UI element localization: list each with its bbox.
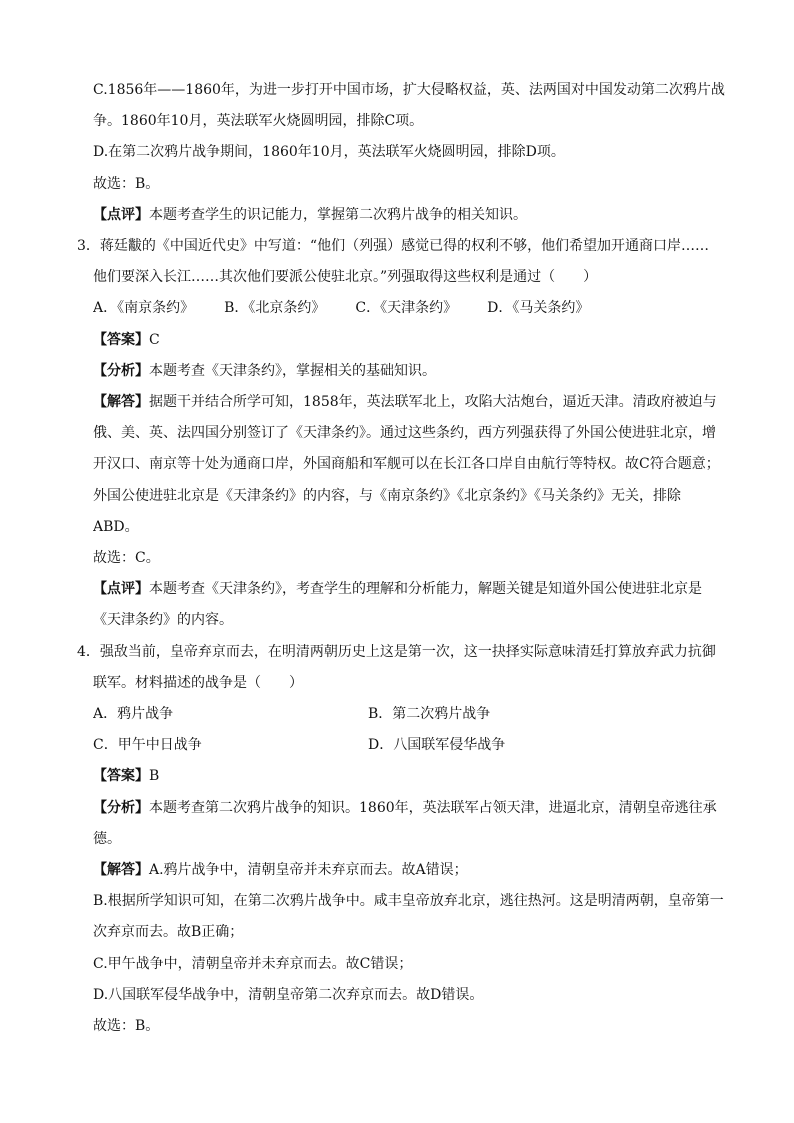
comment-line: 《天津条约》的内容。 xyxy=(93,612,233,629)
solution-line: ABD。 xyxy=(93,518,139,535)
answer-line xyxy=(93,325,734,356)
analysis-tag: 【分析】 xyxy=(93,799,149,816)
solution-line xyxy=(93,855,734,886)
solution-tag: 【解答】 xyxy=(93,862,149,879)
text-line: 争。1860年10月，英法联军火烧圆明园，排除C项。 xyxy=(93,113,424,130)
comment-tag: 【点评】 xyxy=(93,206,149,223)
option-c: C．《天津条约》 xyxy=(355,300,458,317)
solution-line: 俄、美、英、法四国分别签订了《天津条约》。通过这些条约，西方列强获得了外国公使进驻北京，增 xyxy=(93,425,716,442)
solution-tag: 【解答】 xyxy=(93,394,149,411)
comment-line xyxy=(93,200,734,231)
analysis-text: 本题考查《天津条约》，掌握相关的基础知识。 xyxy=(149,362,436,379)
solution-line: D.八国联军侵华战争中，清朝皇帝第二次弃京而去。故D错误。 xyxy=(93,986,484,1003)
option-a: A．鸦片战争 xyxy=(93,706,174,723)
option-d: D．八国联军侵华战争 xyxy=(368,737,506,754)
question-3-stem: 3．蒋廷黻的《中国近代史》中写道：“他们（列强）感觉已得的权利不够，他们希望加开通商口岸…… xyxy=(77,238,710,255)
comment-line xyxy=(93,574,734,605)
option-d: D．《马关条约》 xyxy=(487,300,590,317)
question-3-options xyxy=(93,293,734,324)
analysis-text: 本题考查第二次鸦片战争的知识。1860年，英法联军占领天津，进逼北京，清朝皇帝逃往承 xyxy=(149,799,717,816)
solution-line: C.甲午战争中，清朝皇帝并未弃京而去。故C错误； xyxy=(93,955,413,972)
comment-tag: 【点评】 xyxy=(93,581,149,598)
question-4-stem-cont: 联军。材料描述的战争是（ ） xyxy=(93,674,303,691)
choice-line: 故选：C。 xyxy=(93,550,160,567)
solution-line: 外国公使进驻北京是《天津条约》的内容，与《南京条约》《北京条约》《马关条约》无关，排除 xyxy=(93,487,681,504)
text-line: D.在第二次鸦片战争期间，1860年10月，英法联军火烧圆明园，排除D项。 xyxy=(93,144,565,161)
answer-line xyxy=(93,761,734,792)
answer-value: C xyxy=(149,331,160,348)
solution-text: A.鸦片战争中，清朝皇帝并未弃京而去。故A错误； xyxy=(149,862,468,879)
option-c: C．甲午中日战争 xyxy=(93,737,202,754)
choice-line: 故选：B。 xyxy=(93,175,160,192)
option-b: B．《北京条约》 xyxy=(224,300,326,317)
analysis-line xyxy=(93,793,734,824)
choice-line: 故选：B。 xyxy=(93,1018,160,1035)
analysis-line xyxy=(93,356,734,387)
solution-line xyxy=(93,387,734,418)
solution-line: 开汉口、南京等十处为通商口岸，外国商船和军舰可以在长江各口岸自由航行等特权。故C符合题意； xyxy=(93,456,720,473)
comment-text: 本题考查学生的识记能力，掌握第二次鸦片战争的相关知识。 xyxy=(149,206,527,223)
question-4-options-row-1 xyxy=(93,699,734,730)
text-line: C.1856年——1860年，为进一步打开中国市场，扩大侵略权益，英、法两国对中国发动第二次鸦片战 xyxy=(93,82,725,98)
question-3-stem-cont: 他们要深入长江……其次他们要派公使驻北京。”列强取得这些权利是通过（ ） xyxy=(93,269,598,286)
option-b: B．第二次鸦片战争 xyxy=(368,706,491,723)
comment-text: 本题考查《天津条约》，考查学生的理解和分析能力，解题关键是知道外国公使进驻北京是 xyxy=(149,581,702,598)
question-4-stem: 4．强敌当前，皇帝弃京而去，在明清两朝历史上这是第一次，这一抉择实际意味清廷打算放弃武力抗御 xyxy=(77,643,716,660)
solution-line: 次弃京而去。故B正确； xyxy=(93,924,244,941)
answer-tag: 【答案】 xyxy=(93,331,149,348)
answer-tag: 【答案】 xyxy=(93,768,149,785)
solution-text: 据题干并结合所学可知，1858年，英法联军北上，攻陷大沽炮台，逼近天津。清政府被迫与 xyxy=(149,394,717,411)
analysis-line: 德。 xyxy=(93,830,121,847)
option-a: A．《南京条约》 xyxy=(93,300,195,317)
question-4-options-row-2 xyxy=(93,730,734,761)
solution-line: B.根据所学知识可知，在第二次鸦片战争中。咸丰皇帝放弃北京，逃往热河。这是明清两朝，皇帝第一 xyxy=(93,893,724,910)
analysis-tag: 【分析】 xyxy=(93,362,149,379)
answer-value: B xyxy=(149,768,160,785)
